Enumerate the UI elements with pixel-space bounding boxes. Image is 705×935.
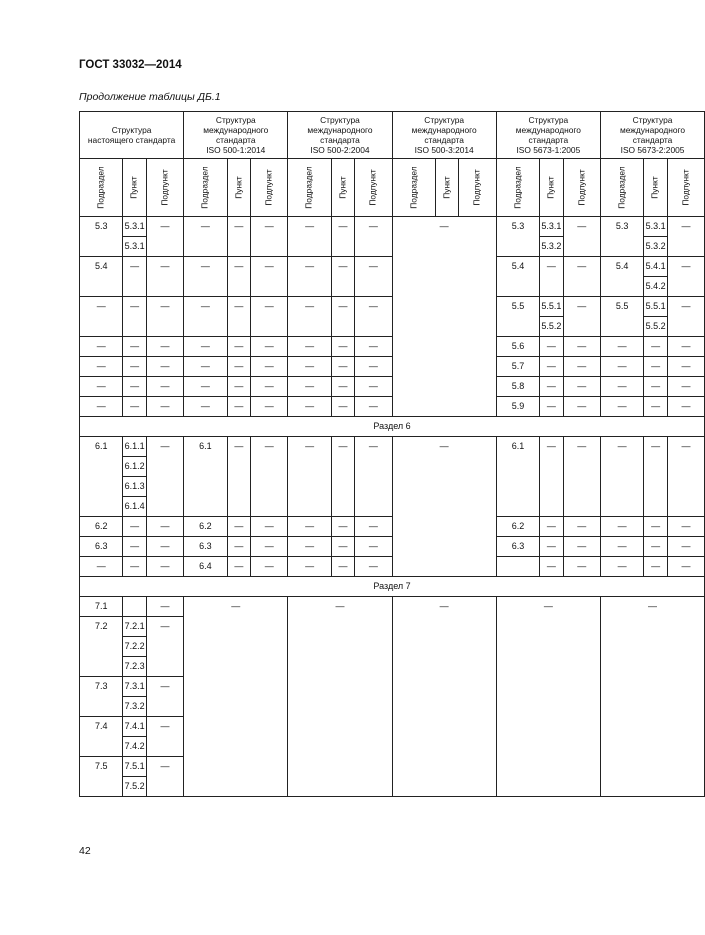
empty-dash-cell: — xyxy=(600,357,643,377)
table-cell: 6.1 xyxy=(184,437,227,517)
table-cell: 6.1 xyxy=(80,437,123,517)
empty-dash-cell: — xyxy=(392,437,496,577)
empty-dash-cell: — xyxy=(563,357,600,377)
subheader-label: Подраздел xyxy=(304,166,315,209)
subheader-label: Пункт xyxy=(129,176,140,199)
empty-dash-cell: — xyxy=(184,377,227,397)
subheader-label: Подпункт xyxy=(472,169,483,206)
empty-dash-cell: — xyxy=(600,517,643,537)
empty-dash-cell: — xyxy=(184,597,288,797)
empty-dash-cell: — xyxy=(184,397,227,417)
table-row xyxy=(80,437,705,457)
subheader-subsection xyxy=(288,159,331,217)
subheader-label: Подпункт xyxy=(576,169,587,206)
table-cell: 5.3.2 xyxy=(540,237,563,257)
empty-dash-cell: — xyxy=(123,557,146,577)
empty-dash-cell: — xyxy=(563,257,600,297)
subheader-label: Подраздел xyxy=(616,166,627,209)
table-cell: 5.5.2 xyxy=(540,317,563,337)
empty-dash-cell: — xyxy=(644,337,667,357)
subheader-label: Подраздел xyxy=(408,166,419,209)
empty-dash-cell: — xyxy=(644,377,667,397)
subheader-clause xyxy=(644,159,667,217)
empty-dash-cell: — xyxy=(146,257,183,297)
document-title: ГОСТ 33032—2014 xyxy=(79,59,182,71)
subheader-label: Подраздел xyxy=(199,166,210,209)
empty-dash-cell: — xyxy=(227,437,250,517)
empty-dash-cell: — xyxy=(288,397,331,417)
empty-dash-cell: — xyxy=(227,217,250,257)
table-cell: 6.2 xyxy=(80,517,123,537)
empty-dash-cell: — xyxy=(123,297,146,337)
empty-dash-cell: — xyxy=(667,257,704,297)
empty-dash-cell: — xyxy=(227,557,250,577)
empty-dash-cell: — xyxy=(600,337,643,357)
empty-dash-cell: — xyxy=(227,397,250,417)
empty-dash-cell: — xyxy=(600,437,643,517)
header-group-iso-5673-1: Структура международного стандарта ISO 5673-1:2005 xyxy=(496,112,600,159)
empty-dash-cell: — xyxy=(355,557,392,577)
table-row xyxy=(80,417,705,437)
empty-dash-cell: — xyxy=(288,557,331,577)
subheader-label: Подраздел xyxy=(512,166,523,209)
empty-dash-cell: — xyxy=(123,257,146,297)
empty-dash-cell: — xyxy=(184,357,227,377)
empty-dash-cell: — xyxy=(667,397,704,417)
table-cell: 5.5.2 xyxy=(644,317,667,337)
empty-dash-cell: — xyxy=(644,437,667,517)
empty-dash-cell: — xyxy=(184,257,227,297)
subheader-label: Подпункт xyxy=(263,169,274,206)
table-cell: 7.5 xyxy=(80,757,123,797)
empty-dash-cell: — xyxy=(355,337,392,357)
empty-dash-cell: — xyxy=(227,297,250,337)
empty-dash-cell: — xyxy=(355,217,392,257)
empty-dash-cell: — xyxy=(251,377,288,397)
empty-dash-cell: — xyxy=(251,517,288,537)
empty-dash-cell: — xyxy=(227,377,250,397)
empty-dash-cell: — xyxy=(563,297,600,337)
empty-dash-cell: — xyxy=(644,557,667,577)
empty-dash-cell: — xyxy=(288,597,392,797)
empty-dash-cell: — xyxy=(146,217,183,257)
empty-dash-cell: — xyxy=(600,537,643,557)
table-cell: 5.3 xyxy=(600,217,643,257)
empty-dash-cell: — xyxy=(146,757,183,797)
empty-dash-cell: — xyxy=(227,357,250,377)
table-cell: 7.2.3 xyxy=(123,657,146,677)
table-cell: 5.4 xyxy=(80,257,123,297)
empty-dash-cell: — xyxy=(355,297,392,337)
table-cell: 5.6 xyxy=(496,337,539,357)
table-cell: 7.2.2 xyxy=(123,637,146,657)
empty-dash-cell: — xyxy=(288,297,331,337)
subheader-subsection xyxy=(392,159,435,217)
empty-dash-cell: — xyxy=(667,437,704,517)
subheader-subsection xyxy=(496,159,539,217)
empty-dash-cell: — xyxy=(600,597,704,797)
empty-dash-cell: — xyxy=(288,337,331,357)
subheader-label: Подпункт xyxy=(680,169,691,206)
table-cell: 7.2.1 xyxy=(123,617,146,637)
empty-dash-cell: — xyxy=(392,597,496,797)
empty-dash-cell: — xyxy=(540,397,563,417)
empty-dash-cell: — xyxy=(146,677,183,717)
empty-dash-cell: — xyxy=(146,357,183,377)
table-cell: 7.1 xyxy=(80,597,123,617)
table-cell: 5.3.1 xyxy=(123,237,146,257)
subheader-subclause xyxy=(355,159,392,217)
empty-dash-cell: — xyxy=(146,597,183,617)
subheader-label: Подпункт xyxy=(159,169,170,206)
empty-dash-cell: — xyxy=(355,537,392,557)
empty-dash-cell: — xyxy=(146,397,183,417)
empty-dash-cell: — xyxy=(331,337,354,357)
table-cell: 6.1.3 xyxy=(123,477,146,497)
table-cell: 5.3.1 xyxy=(123,217,146,237)
empty-dash-cell: — xyxy=(184,217,227,257)
table-cell: 7.5.1 xyxy=(123,757,146,777)
empty-dash-cell: — xyxy=(227,257,250,297)
empty-dash-cell: — xyxy=(355,357,392,377)
empty-dash-cell: — xyxy=(251,397,288,417)
subheader-label: Подраздел xyxy=(95,166,106,209)
table-cell: 5.5.1 xyxy=(644,297,667,317)
empty-dash-cell: — xyxy=(563,217,600,257)
empty-dash-cell: — xyxy=(146,517,183,537)
table-cell: 6.3 xyxy=(184,537,227,557)
empty-dash-cell: — xyxy=(496,597,600,797)
subheader-clause xyxy=(331,159,354,217)
table-row xyxy=(80,577,705,597)
empty-dash-cell: — xyxy=(563,337,600,357)
subheader-subsection xyxy=(600,159,643,217)
subheader-subclause xyxy=(459,159,496,217)
subheader-clause xyxy=(227,159,250,217)
empty-dash-cell: — xyxy=(600,557,643,577)
empty-dash-cell: — xyxy=(563,377,600,397)
table-cell: 7.2 xyxy=(80,617,123,677)
table-cell: 5.3.1 xyxy=(540,217,563,237)
subheader-label: Пункт xyxy=(337,176,348,199)
subheader-subclause xyxy=(667,159,704,217)
blank-cell xyxy=(496,557,539,577)
header-group-iso-5673-2: Структура международного стандарта ISO 5673-2:2005 xyxy=(600,112,704,159)
empty-dash-cell: — xyxy=(227,537,250,557)
empty-dash-cell: — xyxy=(331,257,354,297)
subheader-label: Подпункт xyxy=(367,169,378,206)
empty-dash-cell: — xyxy=(288,357,331,377)
table-cell: 5.4 xyxy=(496,257,539,297)
empty-dash-cell: — xyxy=(392,217,496,417)
table-cell: 6.1.2 xyxy=(123,457,146,477)
empty-dash-cell: — xyxy=(251,337,288,357)
empty-dash-cell: — xyxy=(331,377,354,397)
empty-dash-cell: — xyxy=(288,257,331,297)
empty-dash-cell: — xyxy=(251,297,288,337)
empty-dash-cell: — xyxy=(251,217,288,257)
table-cell: 5.4.2 xyxy=(644,277,667,297)
empty-dash-cell: — xyxy=(288,377,331,397)
empty-dash-cell: — xyxy=(251,357,288,377)
header-group-iso-500-1: Структура международного стандарта ISO 500-1:2014 xyxy=(184,112,288,159)
empty-dash-cell: — xyxy=(540,437,563,517)
table-cell: 7.3.1 xyxy=(123,677,146,697)
empty-dash-cell: — xyxy=(288,437,331,517)
empty-dash-cell: — xyxy=(251,257,288,297)
subheader-clause xyxy=(435,159,458,217)
empty-dash-cell: — xyxy=(667,297,704,337)
empty-dash-cell: — xyxy=(355,397,392,417)
empty-dash-cell: — xyxy=(80,337,123,357)
empty-dash-cell: — xyxy=(80,397,123,417)
empty-dash-cell: — xyxy=(80,357,123,377)
empty-dash-cell: — xyxy=(667,337,704,357)
subheader-clause xyxy=(540,159,563,217)
empty-dash-cell: — xyxy=(563,437,600,517)
header-group-iso-500-3: Структура международного стандарта ISO 500-3:2014 xyxy=(392,112,496,159)
empty-dash-cell: — xyxy=(331,517,354,537)
empty-dash-cell: — xyxy=(123,357,146,377)
empty-dash-cell: — xyxy=(123,337,146,357)
table-cell: 5.3 xyxy=(496,217,539,257)
table-cell: 6.4 xyxy=(184,557,227,577)
empty-dash-cell: — xyxy=(331,437,354,517)
table-cell: 5.3.2 xyxy=(644,237,667,257)
section-heading: Раздел 6 xyxy=(80,417,705,437)
empty-dash-cell: — xyxy=(251,557,288,577)
table-row xyxy=(80,217,705,237)
subheader-label: Пункт xyxy=(441,176,452,199)
empty-dash-cell: — xyxy=(540,557,563,577)
page-number: 42 xyxy=(79,845,91,857)
empty-dash-cell: — xyxy=(184,337,227,357)
empty-dash-cell: — xyxy=(331,297,354,337)
empty-dash-cell: — xyxy=(146,717,183,757)
table-cell: 5.4.1 xyxy=(644,257,667,277)
empty-dash-cell: — xyxy=(146,337,183,357)
subheader-clause xyxy=(123,159,146,217)
table-cell: 5.3.1 xyxy=(644,217,667,237)
empty-dash-cell: — xyxy=(563,397,600,417)
empty-dash-cell: — xyxy=(540,257,563,297)
table-cell: 5.5.1 xyxy=(540,297,563,317)
empty-dash-cell: — xyxy=(80,377,123,397)
table-cell: 6.1.4 xyxy=(123,497,146,517)
empty-dash-cell: — xyxy=(331,357,354,377)
table-cell: 5.8 xyxy=(496,377,539,397)
table-cell: 6.3 xyxy=(80,537,123,557)
empty-dash-cell: — xyxy=(644,397,667,417)
empty-dash-cell: — xyxy=(540,537,563,557)
empty-dash-cell: — xyxy=(146,617,183,677)
empty-dash-cell: — xyxy=(563,517,600,537)
table-cell: 5.9 xyxy=(496,397,539,417)
empty-dash-cell: — xyxy=(563,557,600,577)
table-cell: 5.3 xyxy=(80,217,123,257)
table-row xyxy=(80,597,705,617)
subheader-label: Пункт xyxy=(233,176,244,199)
empty-dash-cell: — xyxy=(355,377,392,397)
empty-dash-cell: — xyxy=(644,537,667,557)
empty-dash-cell: — xyxy=(146,557,183,577)
empty-dash-cell: — xyxy=(123,377,146,397)
correspondence-table xyxy=(79,111,705,797)
empty-dash-cell: — xyxy=(123,537,146,557)
subheader-subsection xyxy=(184,159,227,217)
section-heading: Раздел 7 xyxy=(80,577,705,597)
empty-dash-cell: — xyxy=(540,377,563,397)
subheader-label: Пункт xyxy=(545,176,556,199)
table-cell: 7.4 xyxy=(80,717,123,757)
subheader-subclause xyxy=(146,159,183,217)
empty-dash-cell: — xyxy=(146,297,183,337)
empty-dash-cell: — xyxy=(667,357,704,377)
empty-dash-cell: — xyxy=(600,397,643,417)
empty-dash-cell: — xyxy=(331,537,354,557)
table-cell: 5.4 xyxy=(600,257,643,297)
empty-dash-cell: — xyxy=(644,357,667,377)
empty-dash-cell: — xyxy=(331,397,354,417)
subheader-subsection xyxy=(80,159,123,217)
empty-dash-cell: — xyxy=(540,517,563,537)
empty-dash-cell: — xyxy=(123,397,146,417)
empty-dash-cell: — xyxy=(251,537,288,557)
blank-cell xyxy=(123,597,146,617)
empty-dash-cell: — xyxy=(540,337,563,357)
empty-dash-cell: — xyxy=(184,297,227,337)
empty-dash-cell: — xyxy=(80,297,123,337)
empty-dash-cell: — xyxy=(288,517,331,537)
table-continuation-caption: Продолжение таблицы ДБ.1 xyxy=(79,91,221,103)
empty-dash-cell: — xyxy=(146,377,183,397)
table-cell: 5.5 xyxy=(600,297,643,337)
empty-dash-cell: — xyxy=(227,517,250,537)
empty-dash-cell: — xyxy=(667,537,704,557)
empty-dash-cell: — xyxy=(146,537,183,557)
table-cell: 7.3.2 xyxy=(123,697,146,717)
empty-dash-cell: — xyxy=(563,537,600,557)
empty-dash-cell: — xyxy=(331,557,354,577)
subheader-subclause xyxy=(563,159,600,217)
header-group-iso-500-2: Структура международного стандарта ISO 500-2:2004 xyxy=(288,112,392,159)
empty-dash-cell: — xyxy=(644,517,667,537)
header-group-this-standard: Структура настоящего стандарта xyxy=(80,112,184,159)
table-cell: 6.3 xyxy=(496,537,539,557)
empty-dash-cell: — xyxy=(146,437,183,517)
empty-dash-cell: — xyxy=(331,217,354,257)
empty-dash-cell: — xyxy=(80,557,123,577)
table-cell: 6.2 xyxy=(184,517,227,537)
empty-dash-cell: — xyxy=(355,257,392,297)
empty-dash-cell: — xyxy=(667,377,704,397)
table-cell: 7.5.2 xyxy=(123,777,146,797)
empty-dash-cell: — xyxy=(288,217,331,257)
table-cell: 6.1.1 xyxy=(123,437,146,457)
empty-dash-cell: — xyxy=(667,517,704,537)
empty-dash-cell: — xyxy=(355,437,392,517)
empty-dash-cell: — xyxy=(227,337,250,357)
empty-dash-cell: — xyxy=(540,357,563,377)
table-cell: 6.1 xyxy=(496,437,539,517)
table-cell: 7.4.2 xyxy=(123,737,146,757)
table-cell: 6.2 xyxy=(496,517,539,537)
table-cell: 5.7 xyxy=(496,357,539,377)
empty-dash-cell: — xyxy=(251,437,288,517)
empty-dash-cell: — xyxy=(288,537,331,557)
empty-dash-cell: — xyxy=(667,557,704,577)
empty-dash-cell: — xyxy=(123,517,146,537)
empty-dash-cell: — xyxy=(355,517,392,537)
table-cell: 7.4.1 xyxy=(123,717,146,737)
subheader-subclause xyxy=(251,159,288,217)
empty-dash-cell: — xyxy=(600,377,643,397)
table-cell: 5.5 xyxy=(496,297,539,337)
empty-dash-cell: — xyxy=(667,217,704,257)
subheader-label: Пункт xyxy=(650,176,661,199)
table-cell: 7.3 xyxy=(80,677,123,717)
